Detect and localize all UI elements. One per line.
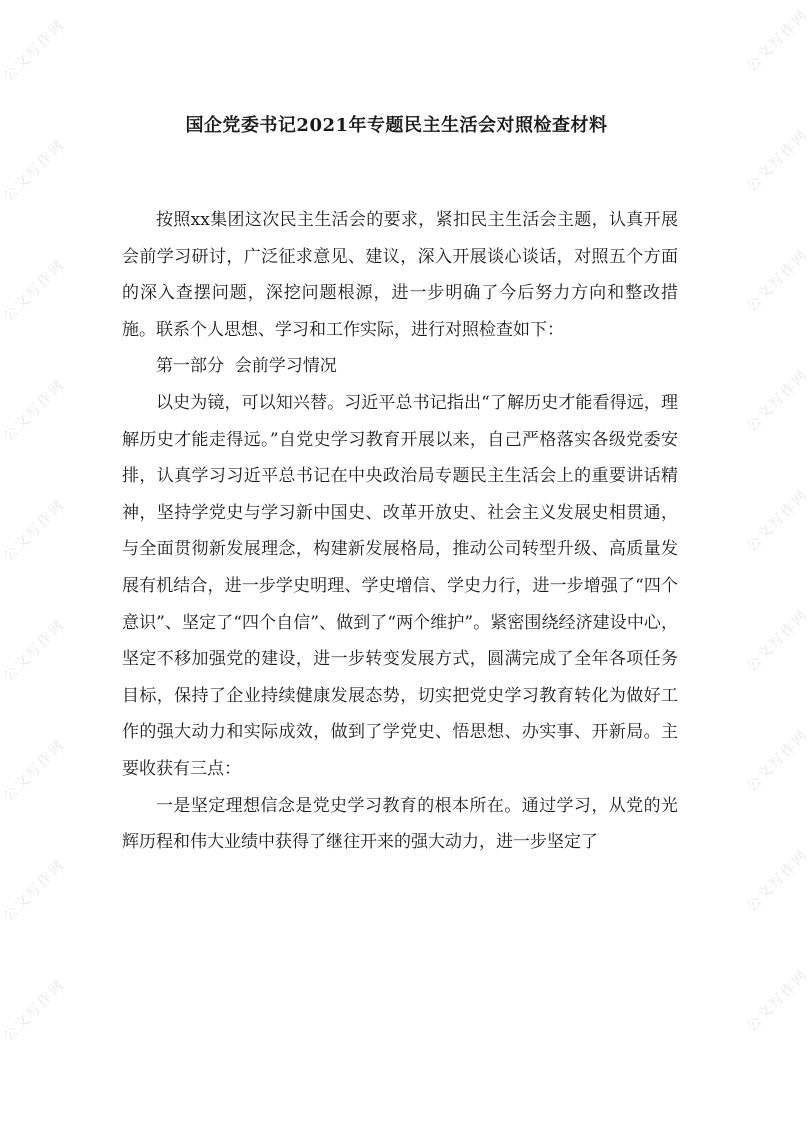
document-title: 国企党委书记2021年专题民主生活会对照检查材料 [185, 115, 608, 136]
watermark-text: 公文写作网 [743, 606, 812, 675]
watermark-text: 公文写作网 [743, 726, 812, 795]
watermark-text: 公文写作网 [743, 486, 812, 555]
watermark-text: 公文写作网 [743, 846, 812, 915]
watermark-text: 公文写作网 [0, 496, 69, 565]
watermark-text: 公文写作网 [0, 16, 69, 85]
watermark-left [0, 0, 69, 1122]
watermark-text: 公文写作网 [743, 6, 812, 75]
paragraph-intro: 按照xx集团这次民主生活会的要求，紧扣民主生活会主题，认真开展会前学习研讨，广泛征求意见、建议，深入开展谈心谈话，对照五个方面的深入查摆问题，深挖问题根源，进一步明确了今后努力方向和整改措施。联系个人思想、学习和工作实际，进行对照检查如下： [122, 210, 678, 340]
watermark-text: 公文写作网 [0, 376, 69, 445]
watermark-text: 公文写作网 [0, 976, 69, 1045]
watermark-text: 公文写作网 [743, 246, 812, 315]
watermark-text: 公文写作网 [743, 966, 812, 1035]
document-body [122, 202, 678, 861]
watermark-text: 公文写作网 [0, 616, 69, 685]
section-heading: 第一部分 会前学习情况 [156, 356, 337, 377]
watermark-right [733, 0, 812, 1122]
watermark-text: 公文写作网 [0, 736, 69, 805]
watermark-text: 公文写作网 [0, 256, 69, 325]
watermark-text: 公文写作网 [0, 136, 69, 205]
watermark-text: 公文写作网 [743, 126, 812, 195]
watermark-text: 公文写作网 [0, 856, 69, 925]
paragraph-study: 以史为镜，可以知兴替。习近平总书记指出“了解历史才能看得远，理解历史才能走得远。”自党史学习教育开展以来，自己严格落实各级党委安排，认真学习习近平总书记在中央政治局专题民主生活会上的重要讲话精神，坚持学党史与学习新中国史、改革开放史、社会主义发展史相贯通，与全面贯彻新发展理念，构建新发展格局，推动公司转型升级、高质量发展有机结合，进一步学史明理、学史增信、学史力行，进一步增强了“四个意识”、坚定了“四个自信”、做到了“两个维护”。紧密围绕经济建设中心，坚定不移加强党的建设，进一步转变发展方式，圆满完成了全年各项任务目标，保持了企业持续健康发展态势，切实把党史学习教育转化为做好工作的强大动力和实际成效，做到了学党史、悟思想、办实事、开新局。主要收获有三点： [122, 392, 678, 779]
watermark-text: 公文写作网 [743, 366, 812, 435]
paragraph-point-one: 一是坚定理想信念是党史学习教育的根本所在。通过学习，从党的光辉历程和伟大业绩中获得了继往开来的强大动力，进一步坚定了 [122, 795, 678, 853]
